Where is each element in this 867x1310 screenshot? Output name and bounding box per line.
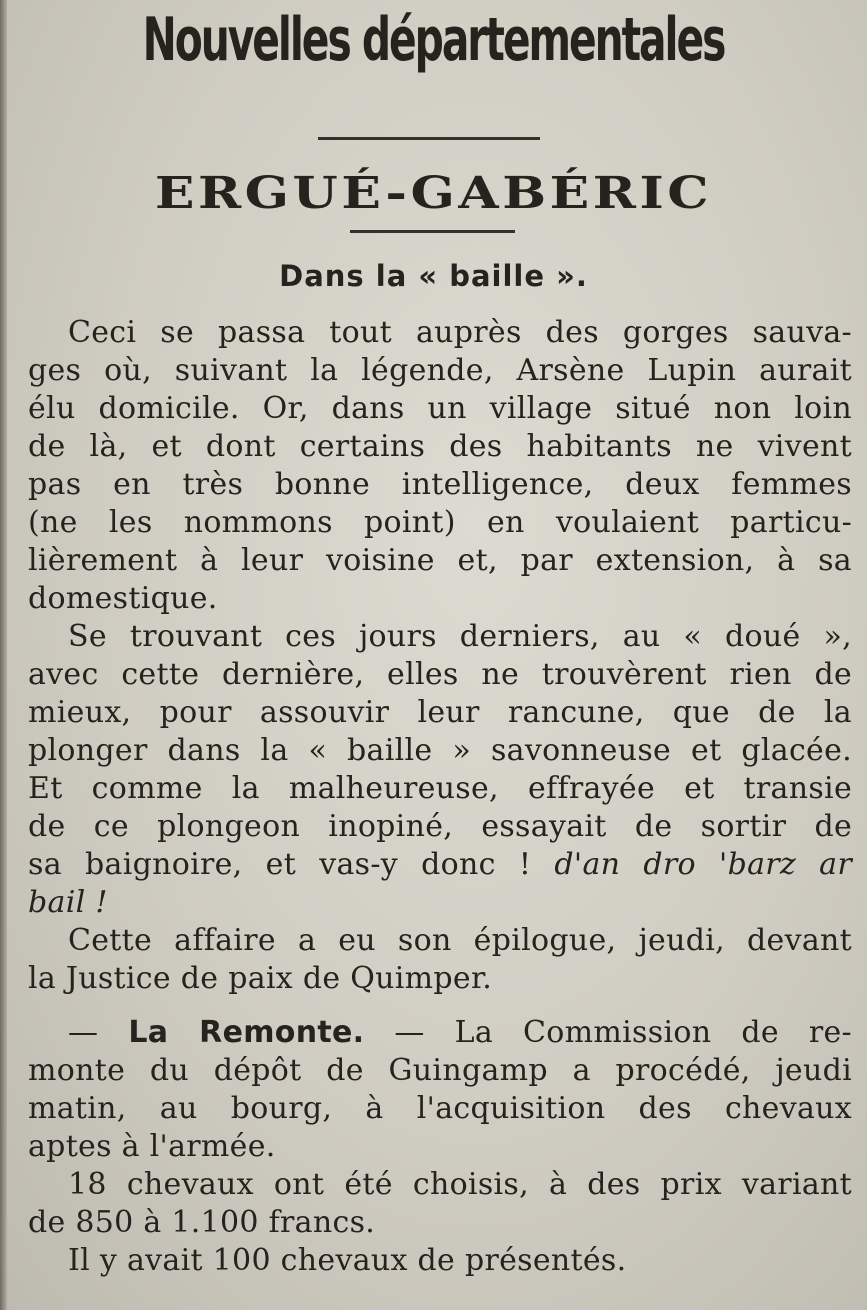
text-fragment: La Commission de re-	[454, 1015, 852, 1050]
section-title: Nouvelles départementales	[142, 5, 725, 75]
text-fragment: sa baignoire, et vas-y donc !	[28, 847, 532, 882]
text-line	[28, 884, 852, 922]
breton-phrase-end: bail !	[28, 885, 108, 920]
text-line: pas en très bonne intelligence, deux femmes	[28, 467, 852, 502]
brief-title-line	[28, 1014, 852, 1052]
text-line: domestique.	[28, 581, 218, 616]
text-line: Ceci se passa tout auprès des gorges sauva-	[68, 315, 852, 350]
article-body	[28, 314, 852, 1280]
text-line: ges où, suivant la légende, Arsène Lupin aurait	[28, 353, 852, 388]
text-line: Se trouvant ces jours derniers, au « doué »,	[68, 619, 852, 654]
text-line: de ce plongeon inopiné, essayait de sortir de	[28, 809, 852, 844]
brief-title: La Remonte.	[128, 1015, 365, 1050]
place-rule	[350, 230, 515, 233]
text-line: lièrement à leur voisine et, par extension, à sa	[28, 543, 852, 578]
text-line: élu domicile. Or, dans un village situé non loin	[28, 391, 852, 426]
text-line: plonger dans la « baille » savonneuse et glacée.	[28, 733, 852, 768]
title-dash: —	[394, 1015, 425, 1050]
text-line: avec cette dernière, elles ne trouvèrent rien de	[28, 657, 852, 692]
text-line: 18 chevaux ont été choisis, à des prix variant	[68, 1167, 852, 1202]
text-line: aptes à l'armée.	[28, 1129, 276, 1164]
text-line: Il y avait 100 chevaux de présentés.	[68, 1243, 627, 1278]
text-line: Cette affaire a eu son épilogue, jeudi, devant	[68, 923, 852, 958]
text-line	[28, 846, 852, 884]
title-rule	[318, 137, 540, 140]
place-heading: ERGUÉ-GABÉRIC	[154, 168, 713, 219]
text-line: mieux, pour assouvir leur rancune, que de la	[28, 695, 852, 730]
text-line: de là, et dont certains des habitants ne vivent	[28, 429, 852, 464]
text-line: matin, au bourg, à l'acquisition des chevaux	[28, 1091, 852, 1126]
text-line: (ne les nommons point) en voulaient particu-	[28, 505, 852, 540]
breton-phrase: d'an dro 'barz ar	[554, 847, 852, 882]
text-line: de 850 à 1.100 francs.	[28, 1205, 376, 1240]
text-line: Et comme la malheureuse, effrayée et transie	[28, 771, 852, 806]
text-line: la Justice de paix de Quimper.	[28, 961, 493, 996]
text-line: monte du dépôt de Guingamp a procédé, jeudi	[28, 1053, 852, 1088]
article-headline: Dans la « baille ».	[279, 259, 588, 293]
lead-dash: —	[68, 1015, 99, 1050]
